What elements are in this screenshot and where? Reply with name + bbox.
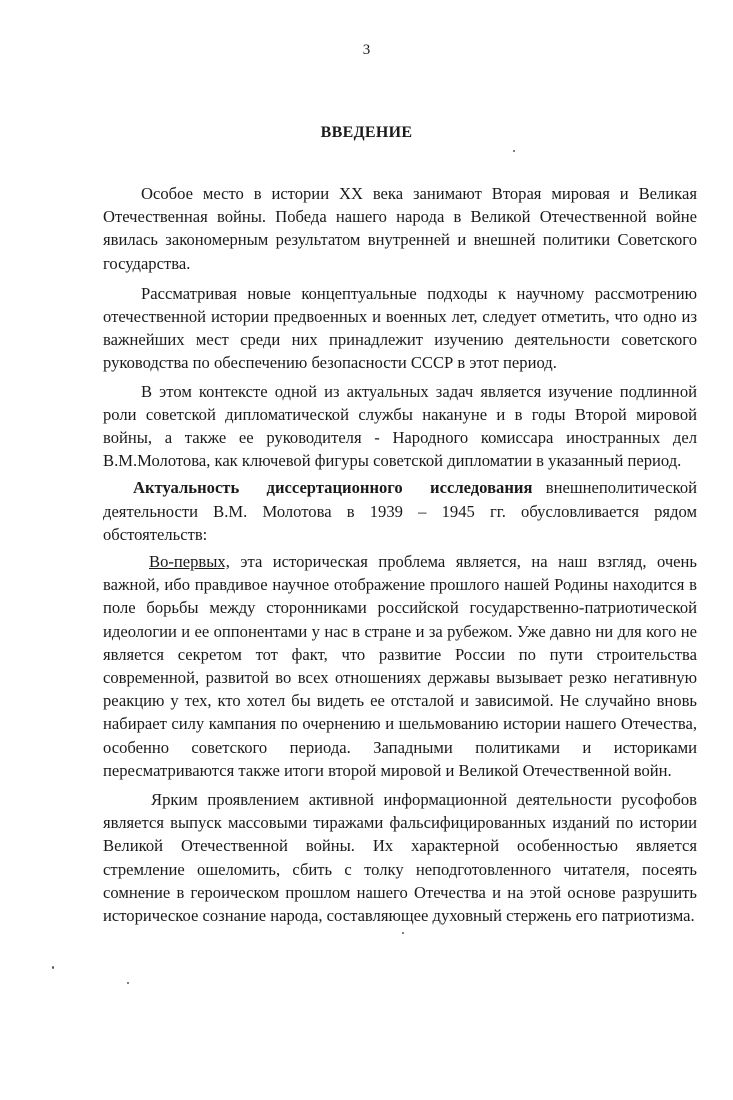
body-text [103,182,697,935]
scan-speck [513,150,515,152]
paragraph-2: Рассматривая новые концептуальные подходы к научному рассмотрению отечественной истории предвоенных и военных лет, следует отметить, что одно из важнейших мест среди них принадлежит изучению деятельности советского руководства по обеспечению безопасности СССР в этот период. [103,283,697,373]
relevance-term: Актуальность диссертационного исследования [133,478,533,498]
scan-speck [52,966,54,969]
paragraph-5 [103,550,697,782]
scan-speck [127,982,129,984]
paragraph-1: Особое место в истории XX века занимают Вторая мировая и Великая Отечественная войны. Победа нашего народа в Великой Отечественной войне явилась закономерным результатом внутренней и внешней политики Советского государства. [103,184,697,273]
paragraph-6: Ярким проявлением активной информационной деятельности русофобов является выпуск массовыми тиражами фальсифицированных изданий по истории Великой Отечественной войны. Их характерной особенностью является стремление ошеломить, сбить с толку неподготовленного читателя, посеять сомнение в героическом прошлом нашего Отечества и на этой основе разрушить историческое сознание народа, составляющее духовный стержень его патриотизма. [103,790,697,926]
page-number: 3 [362,42,371,58]
scan-speck [402,932,404,934]
paragraph-5-text: эта историческая проблема является, на наш взгляд, очень важной, ибо правдивое научное отображение прошлого нашей Родины находится в поле борьбы между сторонниками российской государственно-патриотической идеологии и ее оппонентами у нас в стране и за рубежом. Уже давно ни для кого не является секретом тот факт, что развитие России по пути строительства современной, развитой во всех отношениях державы вызывает резко негативную реакцию у тех, кто хотел бы видеть ее отсталой и зависимой. Не случайно вновь набирает силу кампания по очернению и шельмованию истории нашего Отечества, особенно советского периода. Западными политиками и историками пересматриваются также итоги второй мировой и Великой Отечественной войн. [103,552,697,780]
section-heading: ВВЕДЕНИЕ [320,124,413,141]
paragraph-3: В этом контексте одной из актуальных задач является изучение подлинной роли советской дипломатической службы накануне и в годы Второй мировой войны, а также ее руководителя - Народного комиссара иностранных дел В.М.Молотова, как ключевой фигуры советской дипломатии в указанный период. [103,381,697,471]
paragraph-4-text: внешнеполитической деятельности В.М. Молотова в 1939 – 1945 гг. обусловливается рядом обстоятельств: [103,478,697,544]
firstly-term: Во-первых, [149,552,230,572]
paragraph-4 [103,476,697,546]
